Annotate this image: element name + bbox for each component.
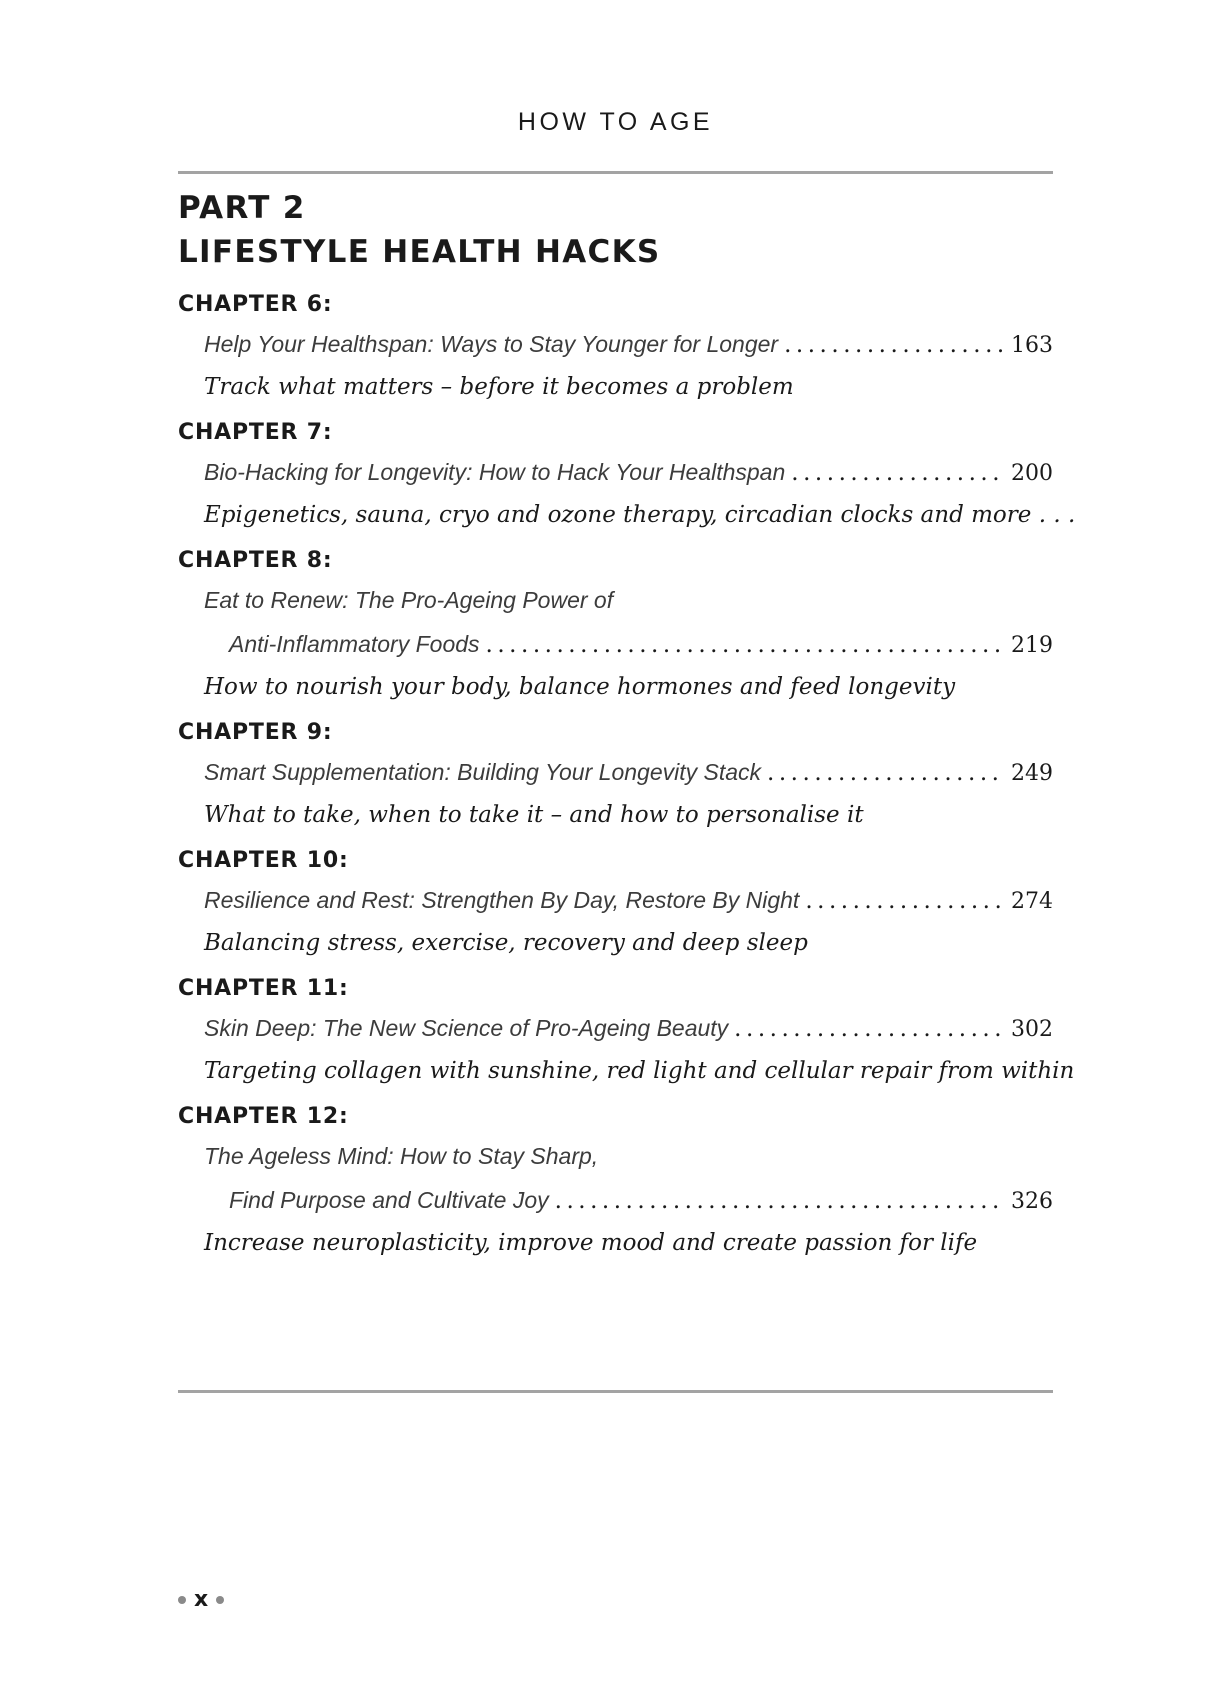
chapter-title-text: Anti-Inflammatory Foods xyxy=(229,631,480,657)
chapter-title-text: Find Purpose and Cultivate Joy xyxy=(229,1187,549,1213)
chapter-label: CHAPTER 10: xyxy=(178,848,349,873)
page-ref: 200 xyxy=(1011,461,1053,486)
page-number xyxy=(178,1587,224,1612)
page-ref: 274 xyxy=(1011,889,1053,914)
dot-leader xyxy=(486,623,1005,667)
page-ref: 326 xyxy=(1011,1189,1053,1214)
chapter-title-text: The Ageless Mind: How to Stay Sharp, xyxy=(204,1143,599,1169)
bullet-dot-icon xyxy=(216,1596,224,1604)
chapter-title-line xyxy=(204,878,1053,922)
chapter-label: CHAPTER 7: xyxy=(178,420,333,445)
toc-list xyxy=(178,288,1076,1272)
chapter-label: CHAPTER 11: xyxy=(178,976,349,1001)
dot-leader xyxy=(555,1179,1005,1223)
part-title: LIFESTYLE HEALTH HACKS xyxy=(178,234,661,270)
chapter-subtitle: What to take, when to take it – and how to personalise it xyxy=(204,802,864,828)
dot-leader xyxy=(767,751,1005,795)
chapter-label: CHAPTER 12: xyxy=(178,1104,349,1129)
toc-entry xyxy=(178,844,1053,964)
page-ref: 249 xyxy=(1011,761,1053,786)
toc-entry xyxy=(178,716,1053,836)
folio-text: x xyxy=(194,1587,209,1612)
chapter-title-line xyxy=(204,750,1053,794)
chapter-subtitle: How to nourish your body, balance hormones and feed longevity xyxy=(204,674,956,700)
chapter-title-text: Bio-Hacking for Longevity: How to Hack Your Healthspan xyxy=(204,459,786,485)
chapter-title-line xyxy=(204,578,1053,622)
chapter-title-text: Eat to Renew: The Pro-Ageing Power of xyxy=(204,587,614,613)
toc-entry xyxy=(178,1100,1053,1264)
chapter-title-line xyxy=(229,1178,1053,1222)
toc-entry xyxy=(178,544,1053,708)
dot-leader xyxy=(805,879,1005,923)
chapter-subtitle: Balancing stress, exercise, recovery and deep sleep xyxy=(204,930,808,956)
chapter-label: CHAPTER 8: xyxy=(178,548,333,573)
chapter-title-text: Skin Deep: The New Science of Pro-Ageing Beauty xyxy=(204,1015,729,1041)
page-ref: 163 xyxy=(1011,333,1053,358)
bullet-dot-icon xyxy=(178,1596,186,1604)
chapter-subtitle: Targeting collagen with sunshine, red light and cellular repair from within xyxy=(204,1058,1075,1084)
dot-leader xyxy=(784,323,1005,367)
chapter-title-line xyxy=(204,450,1053,494)
chapter-title-text: Resilience and Rest: Strengthen By Day, Restore By Night xyxy=(204,887,800,913)
chapter-title-line xyxy=(229,622,1053,666)
top-rule xyxy=(178,171,1053,174)
chapter-title-line xyxy=(204,1006,1053,1050)
chapter-title-line xyxy=(204,1134,1053,1178)
page-ref: 302 xyxy=(1011,1017,1053,1042)
chapter-label: CHAPTER 6: xyxy=(178,292,333,317)
page-ref: 219 xyxy=(1011,633,1053,658)
toc-entry xyxy=(178,416,1076,536)
bottom-rule xyxy=(178,1390,1053,1393)
chapter-subtitle: Increase neuroplasticity, improve mood and create passion for life xyxy=(204,1230,978,1256)
running-head: HOW TO AGE xyxy=(517,108,714,136)
toc-entry xyxy=(178,972,1075,1092)
chapter-label: CHAPTER 9: xyxy=(178,720,333,745)
dot-leader xyxy=(791,451,1005,495)
toc-page xyxy=(178,0,1076,1706)
part-heading xyxy=(178,186,661,274)
chapter-title-text: Smart Supplementation: Building Your Longevity Stack xyxy=(204,759,762,785)
chapter-subtitle: Track what matters – before it becomes a problem xyxy=(204,374,794,400)
part-number: PART 2 xyxy=(178,190,306,226)
dot-leader xyxy=(734,1007,1005,1051)
toc-entry xyxy=(178,288,1053,408)
chapter-subtitle: Epigenetics, sauna, cryo and ozone therapy, circadian clocks and more . . . xyxy=(204,502,1076,528)
chapter-title-line xyxy=(204,322,1053,366)
chapter-title-text: Help Your Healthspan: Ways to Stay Younger for Longer xyxy=(204,331,779,357)
